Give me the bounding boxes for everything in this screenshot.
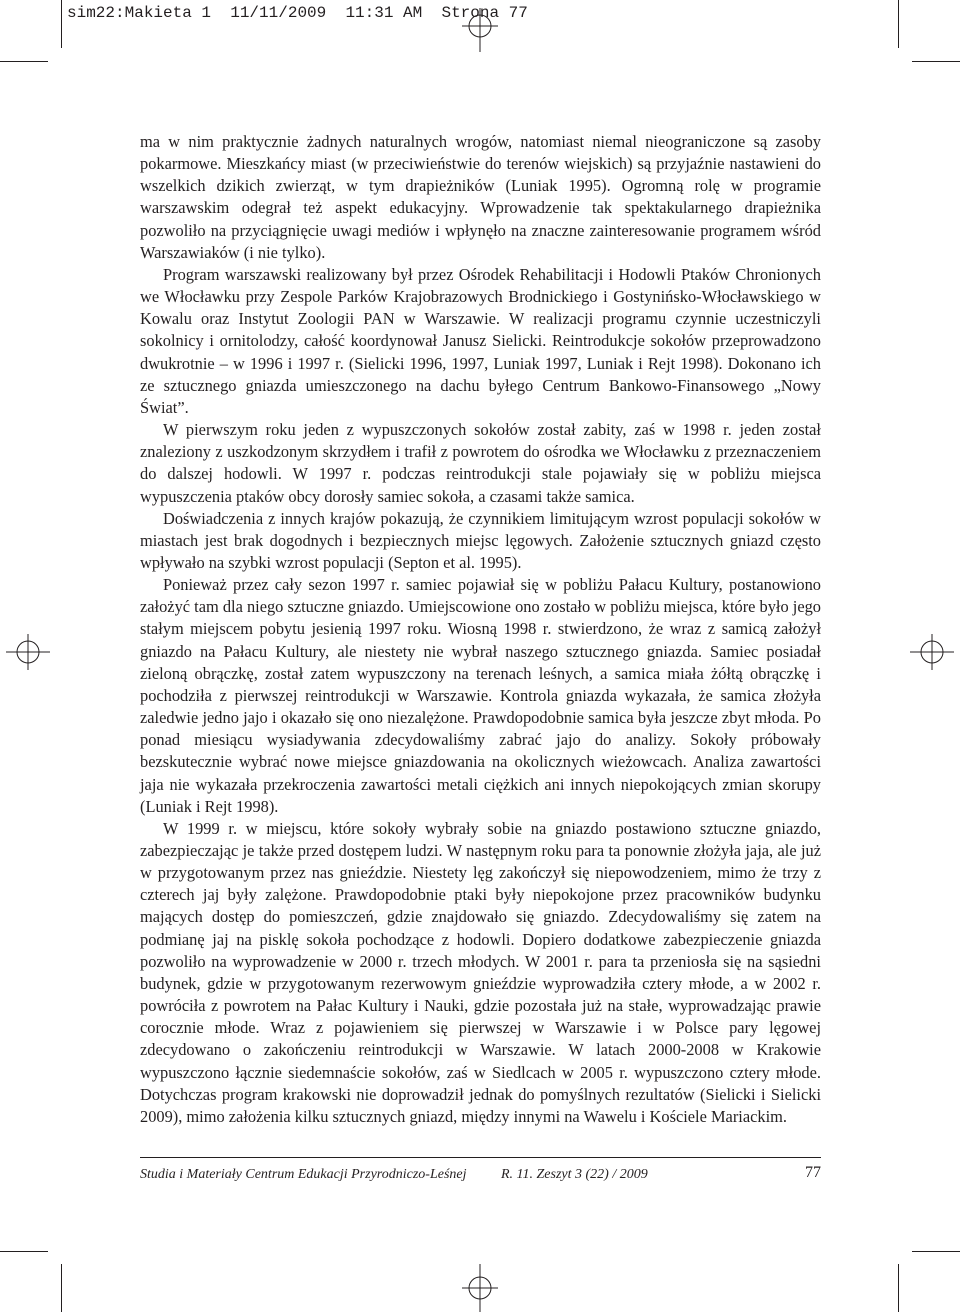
print-slug: sim22:Makieta 1 11/11/2009 11:31 AM Strona 77 (67, 4, 528, 22)
crop-mark-top-left-h (0, 61, 48, 62)
page-footer (140, 1164, 821, 1188)
paragraph: Doświadczenia z innych krajów pokazują, że czynnikiem limitującym wzrost populacji sokołów w miastach jest brak dogodnych i bezpiecznych miejsc lęgowych. Założenie sztucznych gniazd często wpływało na szybki wzrost populacji (Septon et al. 1995). (140, 508, 821, 572)
crop-mark-top-left-v (61, 0, 62, 48)
registration-mark-left (6, 634, 50, 670)
article-body (140, 131, 821, 1128)
paragraph: W pierwszym roku jeden z wypuszczonych sokołów został zabity, zaś w 1998 r. jeden został znaleziony z uszkodzonym skrzydłem i trafił z powrotem do ośrodka we Włocławku z przeznaczeniem do dalszej hodowli. W 1997 r. podczas reintrodukcji stale pojawiały się w pobliżu miejsca wypuszczenia ptaków obcy dorosły samiec sokoła, a czasami także samica. (140, 420, 821, 506)
crop-mark-top-right-v (898, 0, 899, 48)
paragraph: Program warszawski realizowany był przez Ośrodek Rehabilitacji i Hodowli Ptaków Chronionych we Włocławku przy Zespole Parków Krajobrazowych Brodnickiego i Gostynińsko-Włocławskiego w Kowalu oraz Instytut Zoologii PAN w Warszawie. W realizacji programu czynnie uczestniczyli sokolnicy i ornitolodzy, całość koordynował Janusz Sielicki. Reintrodukcje sokołów przeprowadzono dwukrotnie – w 1996 i 1997 r. (Sielicki 1996, 1997, Luniak 1997, Luniak i Rejt 1998). Dokonano ich ze sztucznego gniazda umieszczonego na dachu byłego Centrum Bankowo-Finansowego „Nowy Świat”. (140, 264, 821, 417)
crop-mark-bottom-right-v (898, 1264, 899, 1312)
crop-mark-bottom-right-h (912, 1251, 960, 1252)
crop-mark-top-right-h (912, 61, 960, 62)
footer-rule (140, 1157, 821, 1158)
journal-title: Studia i Materiały Centrum Edukacji Przyrodniczo-Leśnej (140, 1167, 467, 1182)
issue-info: R. 11. Zeszyt 3 (22) / 2009 (501, 1167, 648, 1182)
registration-mark-right (910, 634, 954, 670)
registration-mark-top (462, 8, 498, 52)
paragraph: Ponieważ przez cały sezon 1997 r. samiec pojawiał się w pobliżu Pałacu Kultury, postanowiono założyć tam dla niego sztuczne gniazdo. Umiejscowione ono zostało w pobliżu miejsca, które było jego stałym miejscem pobytu jesienią 1997 roku. Wiosną 1998 r. stwierdzono, że wraz z samicą założył gniazdo na Pałacu Kultury, ale niestety nie wybrał naszego sztucznego gniazda. Samiec posiadał zieloną obrączkę, został zatem wypuszczony na terenach leśnych, a samica miała żółtą obrączkę i pochodziła z pierwszej reintrodukcji w Warszawie. Kontrola gniazda wykazała, że samica złożyła zaledwie jedno jajo i okazało się ono niezalężone. Prawdopodobnie samica była jeszcze zbyt młoda. Po ponad miesiącu wysiadywania zdecydowaliśmy zabrać jajo do analizy. Sokoły próbowały bezskutecznie wybrać nowe miejsce gniazdowania na okolicznych wieżowcach. Analiza zawartości jaja nie wykazała przekroczenia zawartości metali ciężkich ani innych niepokojących zmian skorupy (Luniak i Rejt 1998). (140, 575, 821, 816)
page-number: 77 (805, 1164, 821, 1181)
crop-mark-bottom-left-h (0, 1251, 48, 1252)
paragraph: W 1999 r. w miejscu, które sokoły wybrały sobie na gniazdo postawiono sztuczne gniazdo, zabezpieczając je także przed dostępem ludzi. W następnym roku para ta ponownie złożyła jaja, ale już w przygotowanym przez nas gnieździe. Niestety lęg zakończył się niepowodzeniem, mimo że trzy z czterech jaj były zalężone. Prawdopodobnie ptaki były niepokojone przez pracowników budynku mających dostęp do pomieszczeń, gdzie znajdowało się gniazdo. Zdecydowaliśmy się zatem na podmianę jaj na pisklę sokoła pochodzące z hodowli. Dopiero dodatkowe zabezpieczenie gniazda pozwoliło na wyprowadzenie w 2000 r. trzech młodych. W 2001 r. para ta przeniosła się na sąsiedni budynek, gdzie w przygotowanym rezerwowym gnieździe wyprowadziła cztery młode, a w 2002 r. powróciła z powrotem na Pałac Kultury i Nauki, gdzie pozostała już na stałe, wyprowadzając prawie corocznie młode. Wraz z pojawieniem się pierwszej w Warszawie i w Polsce pary lęgowej zdecydowano o zakończeniu reintrodukcji w Warszawie. W latach 2000-2008 w Krakowie wypuszczono łącznie siedemnaście sokołów, zaś w Siedlcach w 2005 r. wypuszczono cztery młode. Dotychczas program krakowski nie doprowadził jednak do pomyślnych rezultatów (Sielicki i Sielicki 2009), mimo założenia kilku sztucznych gniazd, między innymi na Wawelu i Kościele Mariackim. (140, 818, 821, 1126)
registration-mark-bottom (462, 1264, 498, 1312)
paragraph: ma w nim praktycznie żadnych naturalnych wrogów, natomiast niemal nieograniczone są zasoby pokarmowe. Mieszkańcy miast (w przeciwieństwie do terenów wiejskich) są przyjaźnie nastawieni do wszelkich dzikich zwierząt, w tym drapieżników (Luniak 1995). Ogromną rolę w programie warszawskim odegrał też aspekt edukacyjny. Wprowadzenie tak spektakularnego drapieżnika pozwoliło na przyciągnięcie uwagi mediów i wpłynęło na znaczne zainteresowanie programem wśród Warszawiaków (i nie tylko). (140, 132, 821, 262)
crop-mark-bottom-left-v (61, 1264, 62, 1312)
